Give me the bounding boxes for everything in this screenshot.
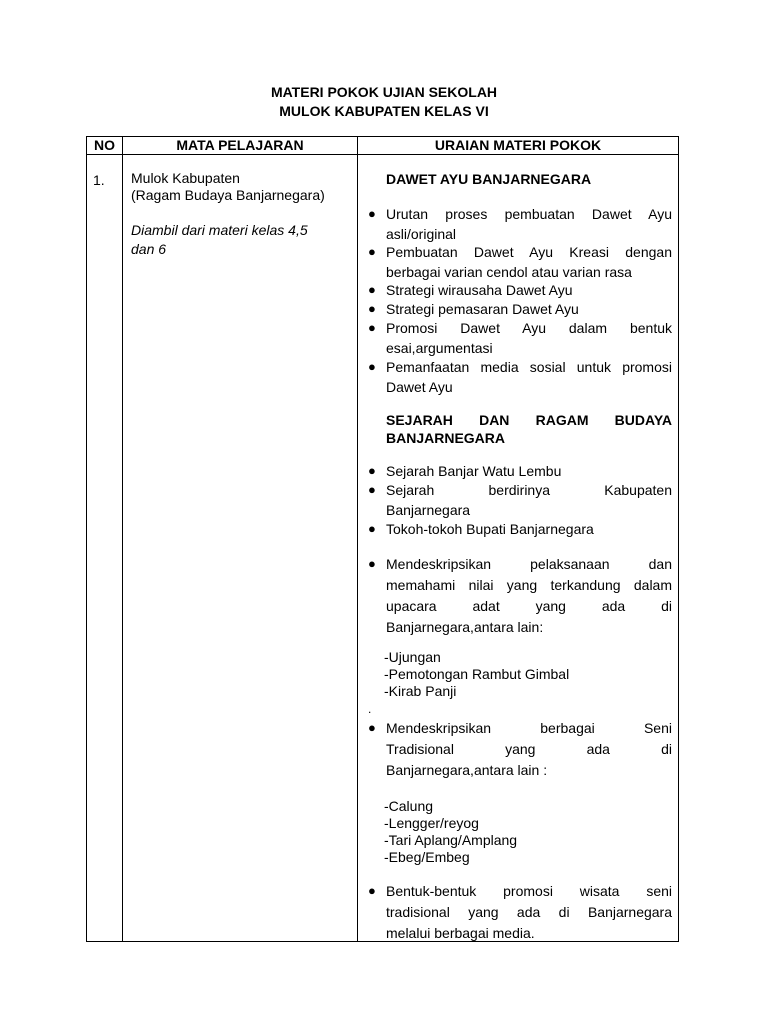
item-line: Urutan proses pembuatan Dawet Ayu: [386, 206, 672, 222]
item-line: Tradisional yang ada di: [386, 741, 672, 757]
section-title-line: SEJARAH DAN RAGAM BUDAYA: [386, 412, 672, 428]
stray-dot: .: [368, 702, 372, 716]
item-line: tradisional yang ada di Banjarnegara: [386, 904, 672, 920]
bullet-icon: ●: [368, 883, 376, 898]
section-title-sejarah: [386, 411, 672, 447]
document-title-line1: MATERI POKOK UJIAN SEKOLAH: [270, 84, 498, 100]
section-title-dawet-ayu: DAWET AYU BANJARNEGARA: [386, 171, 592, 187]
bullet-icon: ●: [368, 359, 376, 374]
art-item: -Lengger/reyog: [384, 815, 479, 831]
bullet-icon: ●: [368, 301, 376, 316]
item-line: upacara adat yang ada di: [386, 598, 672, 614]
ceremony-item: -Kirab Panji: [384, 683, 457, 699]
item-line: Banjarnegara,antara lain:: [386, 619, 544, 635]
column-divider-2: [357, 136, 358, 942]
subject-line: (Ragam Budaya Banjarnegara): [131, 187, 325, 203]
row-number: 1.: [93, 172, 105, 188]
item-line: Mendeskripsikan berbagai Seni: [386, 720, 672, 736]
column-divider-1: [122, 136, 123, 942]
item-line: Strategi pemasaran Dawet Ayu: [386, 301, 579, 317]
subject-cell: [131, 170, 325, 204]
art-item: -Calung: [384, 798, 434, 814]
item-line: Bentuk-bentuk promosi wisata seni: [386, 883, 672, 899]
item-line: asli/original: [386, 226, 457, 242]
item-line: Strategi wirausaha Dawet Ayu: [386, 282, 573, 298]
item-line: Sejarah berdirinya Kabupaten: [386, 482, 672, 498]
item-line: esai,argumentasi: [386, 340, 493, 356]
subject-note: [131, 221, 351, 259]
item-line: berbagai varian cendol atau varian rasa: [386, 264, 632, 280]
art-list: [384, 798, 517, 866]
note-line: dan 6: [131, 241, 167, 257]
bullet-icon: ●: [368, 282, 376, 297]
bullet-icon: ●: [368, 556, 376, 571]
header-material: URAIAN MATERI POKOK: [434, 137, 602, 153]
ceremony-item: -Ujungan: [384, 649, 441, 665]
bullet-icon: ●: [368, 482, 376, 497]
header-no: NO: [94, 137, 115, 153]
item-line: Pemanfaatan media sosial untuk promosi: [386, 359, 672, 375]
bullet-icon: ●: [368, 521, 376, 536]
subject-line: Mulok Kabupaten: [131, 170, 240, 186]
ceremony-item: -Pemotongan Rambut Gimbal: [384, 666, 570, 682]
item-line: Mendeskripsikan pelaksanaan dan: [386, 556, 672, 572]
bullet-icon: ●: [368, 206, 376, 221]
item-line: Sejarah Banjar Watu Lembu: [386, 463, 562, 479]
item-line: Promosi Dawet Ayu dalam bentuk: [386, 320, 672, 336]
item-line: Banjarnegara,antara lain :: [386, 762, 548, 778]
item-line: Banjarnegara: [386, 502, 471, 518]
item-line: memahami nilai yang terkandung dalam: [386, 577, 672, 593]
ceremony-list: [384, 649, 569, 700]
header-divider: [86, 154, 679, 155]
document-title-line2: MULOK KABUPATEN KELAS VI: [279, 103, 489, 119]
bullet-icon: ●: [368, 720, 376, 735]
bullet-icon: ●: [368, 463, 376, 478]
bullet-icon: ●: [368, 320, 376, 335]
art-item: -Tari Aplang/Amplang: [384, 832, 518, 848]
art-item: -Ebeg/Embeg: [384, 849, 470, 865]
item-line: melalui berbagai media.: [386, 925, 535, 941]
section-title-line: BANJARNEGARA: [386, 430, 506, 446]
item-line: Tokoh-tokoh Bupati Banjarnegara: [386, 521, 594, 537]
item-line: Pembuatan Dawet Ayu Kreasi dengan: [386, 244, 672, 260]
header-subject: MATA PELAJARAN: [176, 137, 304, 153]
bullet-icon: ●: [368, 244, 376, 259]
item-line: Dawet Ayu: [386, 379, 453, 395]
note-line: Diambil dari materi kelas 4,5: [131, 222, 308, 238]
